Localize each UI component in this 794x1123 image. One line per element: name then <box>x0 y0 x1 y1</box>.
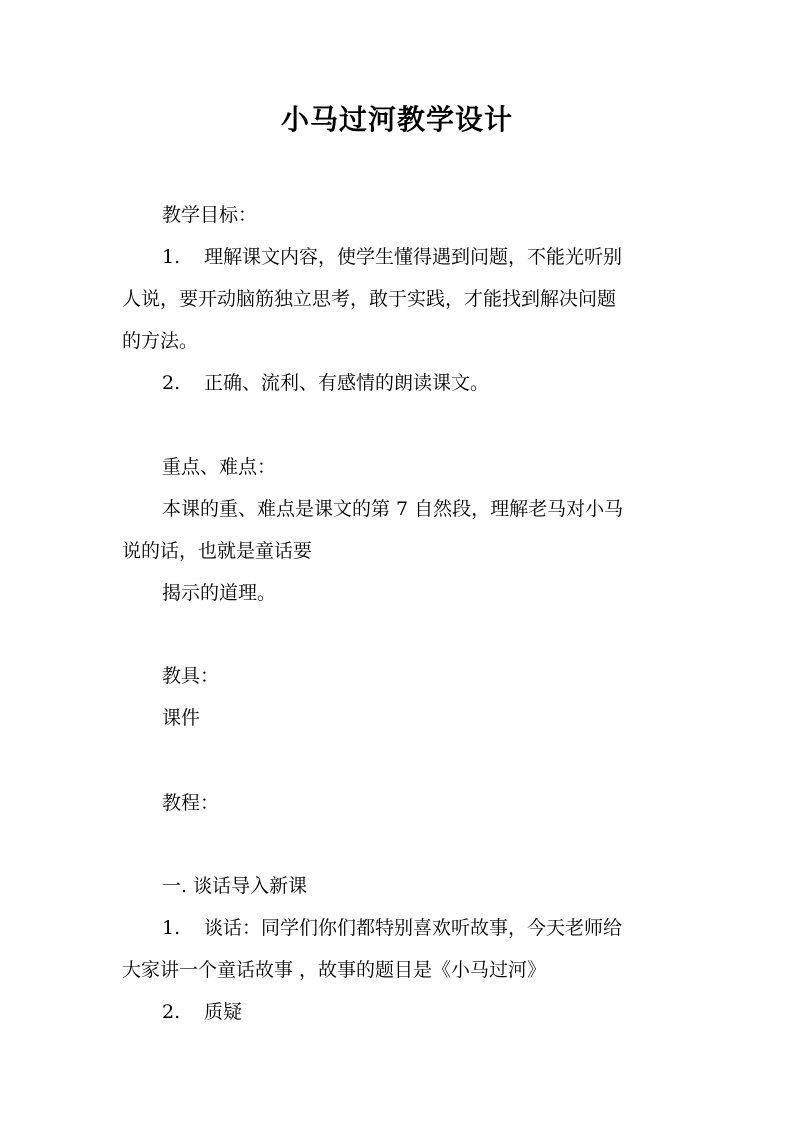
procedure-heading: 教程： <box>162 792 220 814</box>
materials-heading: 教具： <box>162 665 220 687</box>
objective-1-line-1: 理解课文内容，使学生懂得遇到问题，不能光听别 <box>204 246 623 268</box>
section-1-heading: 一. 谈话导入新课 <box>162 875 308 897</box>
objective-2-number: 2. <box>162 372 181 394</box>
section-1-item-1-number: 1. <box>162 917 181 939</box>
section-1-item-2-number: 2. <box>162 1001 181 1023</box>
section-1-item-1-line-2: 大家讲一个童话故事 ，故事的题目是《小马过河》 <box>122 959 547 981</box>
section-1-item-1 <box>162 913 622 943</box>
document-title: 小马过河教学设计 <box>280 103 513 136</box>
key-points-line-1: 本课的重、难点是课文的第 7 自然段，理解老马对小马 <box>162 498 624 520</box>
key-points-line-2: 说的话，也就是童话要 <box>122 540 313 562</box>
objective-1-number: 1. <box>162 246 181 268</box>
objectives-heading: 教学目标： <box>162 204 258 226</box>
section-1-item-2-text: 质疑 <box>204 1001 243 1023</box>
key-points-heading: 重点、难点： <box>162 456 277 478</box>
section-1-item-2 <box>162 997 242 1027</box>
objective-2-text: 正确、流利、有感情的朗读课文。 <box>204 372 490 394</box>
key-points-line-3: 揭示的道理。 <box>162 582 277 604</box>
objective-item-2 <box>162 368 489 398</box>
section-1-item-1-line-1: 谈话：同学们你们都特别喜欢听故事，今天老师给 <box>204 917 623 939</box>
objective-1-line-3: 的方法。 <box>122 330 199 352</box>
objective-item-1 <box>162 242 622 272</box>
objective-1-line-2: 人说，要开动脑筋独立思考，敢于实践，才能找到解决问题 <box>122 288 617 310</box>
materials-text: 课件 <box>162 707 201 729</box>
